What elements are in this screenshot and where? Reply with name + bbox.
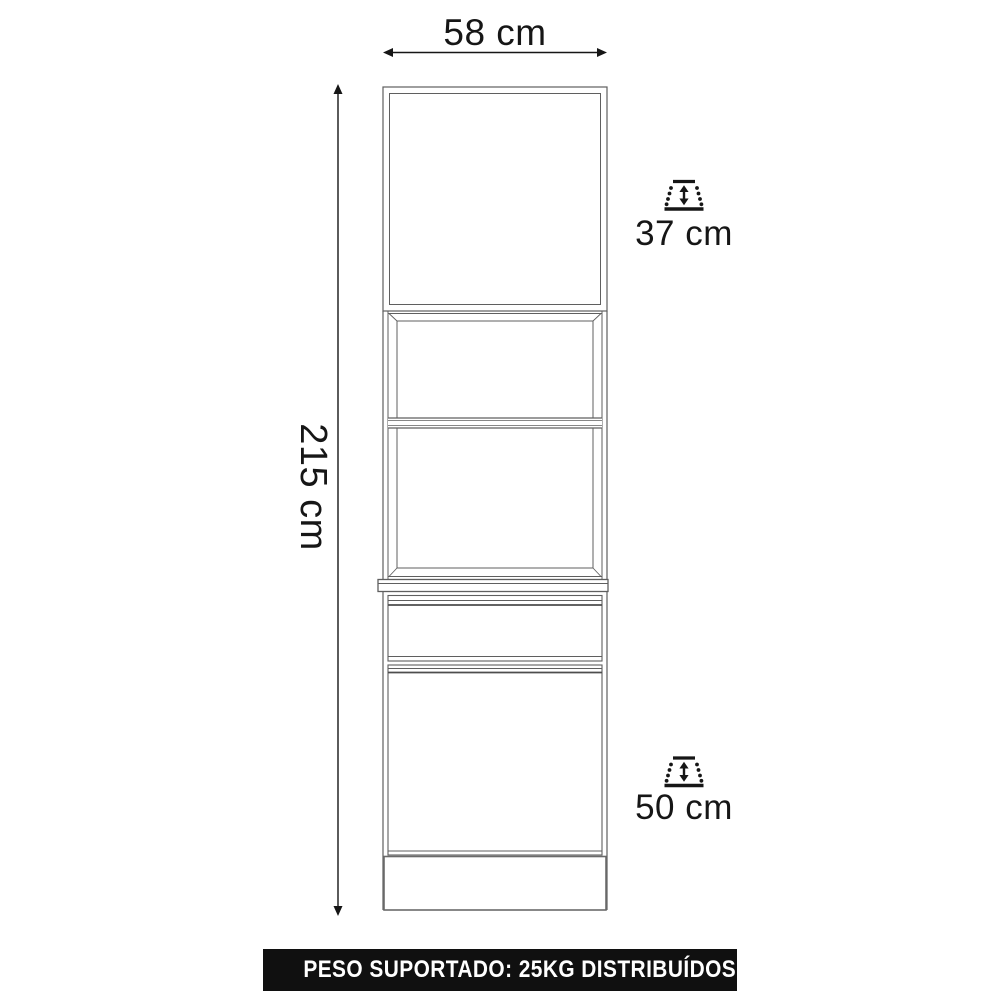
top-cabinet-door [383, 87, 607, 311]
open-shelf-section [383, 311, 607, 579]
arrowhead-right [597, 48, 607, 57]
arrowhead-bottom [334, 906, 343, 916]
plinth [384, 857, 606, 911]
lower-depth-label: 50 cm [635, 788, 733, 827]
drawer-front [388, 596, 602, 662]
upper-depth-label: 37 cm [635, 214, 733, 253]
weight-capacity-banner [240, 949, 737, 991]
depth-arrow-icon-lower [665, 758, 704, 786]
countertop [378, 580, 608, 592]
depth-arrow-icon-upper [665, 182, 704, 210]
kg-icon-label: KG [240, 969, 254, 980]
kg-weight-icon [232, 956, 262, 984]
arrowhead-top [334, 84, 343, 94]
height-dimension-label: 215 cm [292, 423, 334, 551]
shelf [388, 418, 602, 429]
cabinet-outline [378, 87, 608, 910]
width-dimension-label: 58 cm [443, 12, 547, 53]
arrowhead-left [383, 48, 393, 57]
weight-capacity-text: PESO SUPORTADO: 25KG DISTRIBUÍDOS [303, 956, 736, 983]
height-arrow [334, 84, 343, 916]
base-door [388, 665, 602, 855]
base-cabinet [383, 592, 607, 911]
